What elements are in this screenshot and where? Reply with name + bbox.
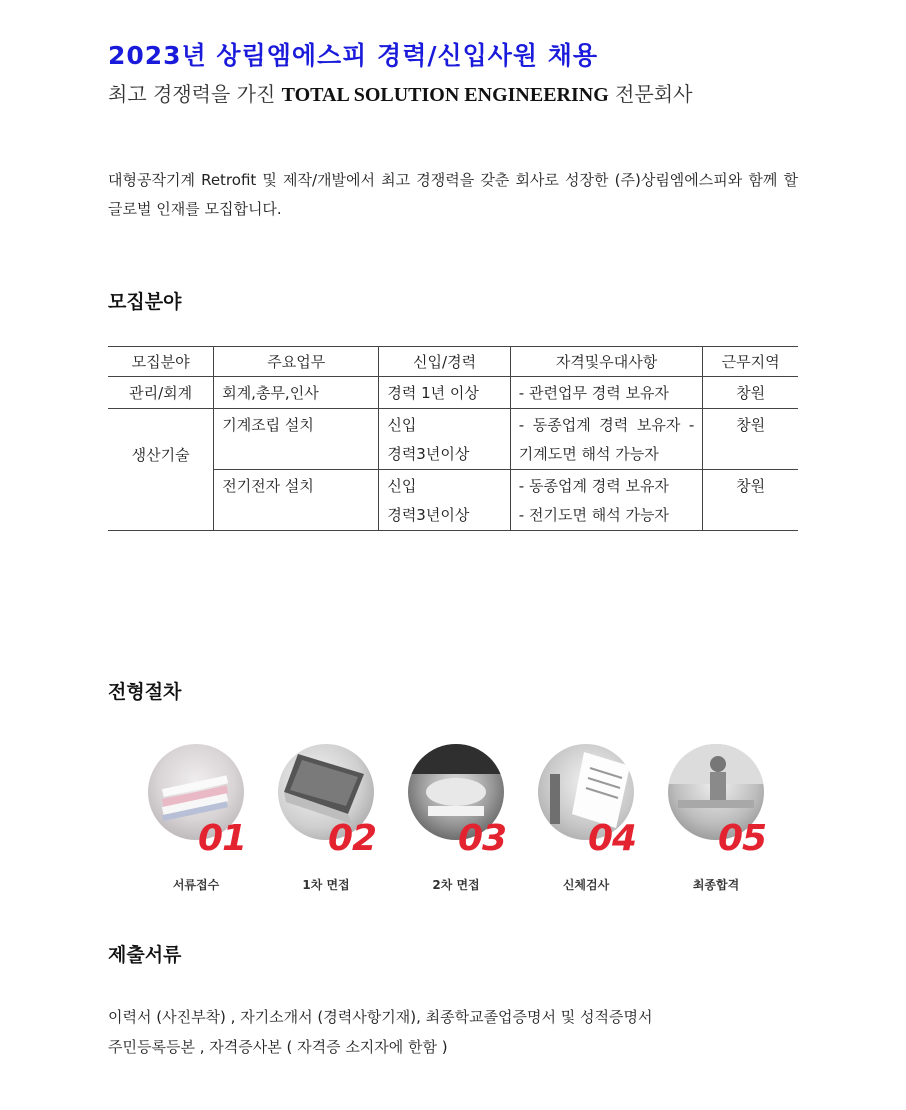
step-label: 최종합격	[692, 878, 740, 892]
column-header-qualification: 자격및우대사항	[510, 347, 702, 377]
column-header-type: 신입/경력	[379, 347, 510, 377]
page-title: 2023년 상림엠에스피 경력/신입사원 채용	[108, 41, 599, 70]
cell-qualification	[510, 377, 702, 409]
subtitle-suffix: 전문회사	[615, 82, 693, 106]
step-label: 신체검사	[562, 878, 610, 892]
page-subtitle	[108, 78, 692, 107]
cell-area: 창원	[703, 377, 798, 409]
cell-task: 회계,총무,인사	[214, 377, 379, 409]
subtitle-prefix: 최고 경쟁력을 가진	[108, 82, 276, 106]
step-label: 1차 면접	[302, 878, 350, 892]
table-row	[108, 377, 798, 409]
step-label: 서류접수	[172, 878, 220, 892]
subtitle-bold: TOTAL SOLUTION ENGINEERING	[281, 84, 609, 106]
intro-paragraph: 대형공작기계 Retrofit 및 제작/개발에서 최고 경쟁력을 갖춘 회사로 성장한 (주)상림엠에스피와 함께 할 글로벌 인재를 모집합니다.	[108, 171, 798, 218]
table-row	[108, 409, 798, 470]
section-heading-documents: 제출서류	[108, 944, 182, 966]
type-line: 경력 1년 이상	[387, 384, 479, 402]
column-header-field: 모집분야	[108, 347, 214, 377]
type-line: 경력3년이상	[387, 445, 470, 463]
cell-task: 기계조립 설치	[214, 409, 379, 470]
qualification-line: - 전기도면 해석 가능자	[518, 506, 669, 524]
type-line: 신입	[387, 416, 417, 434]
process-steps	[140, 744, 780, 904]
process-step-first-interview	[270, 744, 390, 894]
cell-qualification	[510, 409, 702, 470]
cell-task: 전기전자 설치	[214, 470, 379, 531]
cell-qualification	[510, 470, 702, 531]
qualification-line: - 동종업계 경력 보유자 - 기계도면 해석 가능자	[518, 416, 695, 463]
step-number: 02	[328, 818, 377, 859]
cell-area: 창원	[703, 409, 798, 470]
section-heading-recruit: 모집분야	[108, 291, 182, 313]
step-number: 05	[718, 818, 767, 859]
cell-field: 생산기술	[108, 409, 214, 531]
step-number: 04	[588, 818, 637, 859]
cell-type	[379, 470, 510, 531]
documents-line: 이력서 (사진부착) , 자기소개서 (경력사항기재), 최종학교졸업증명서 및 성적증명서	[108, 1008, 653, 1026]
step-label: 2차 면접	[432, 878, 480, 892]
process-step-second-interview	[400, 744, 520, 894]
documents-line: 주민등록등본 , 자격증사본 ( 자격증 소지자에 한함 )	[108, 1038, 448, 1056]
step-number: 01	[198, 818, 247, 859]
column-header-task: 주요업무	[214, 347, 379, 377]
cell-type	[379, 409, 510, 470]
cell-area: 창원	[703, 470, 798, 531]
table-header-row	[108, 347, 798, 377]
type-line: 신입	[387, 477, 417, 495]
section-heading-process: 전형절차	[108, 681, 182, 703]
cell-field: 관리/회계	[108, 377, 214, 409]
process-step-documents	[140, 744, 260, 894]
cell-type	[379, 377, 510, 409]
process-step-medical	[530, 744, 650, 894]
type-line: 경력3년이상	[387, 506, 470, 524]
step-number: 03	[458, 818, 507, 859]
recruit-table	[108, 346, 798, 531]
qualification-line: - 동종업계 경력 보유자	[518, 477, 669, 495]
column-header-area: 근무지역	[703, 347, 798, 377]
qualification-line: - 관련업무 경력 보유자	[518, 384, 669, 402]
process-step-final	[660, 744, 780, 894]
